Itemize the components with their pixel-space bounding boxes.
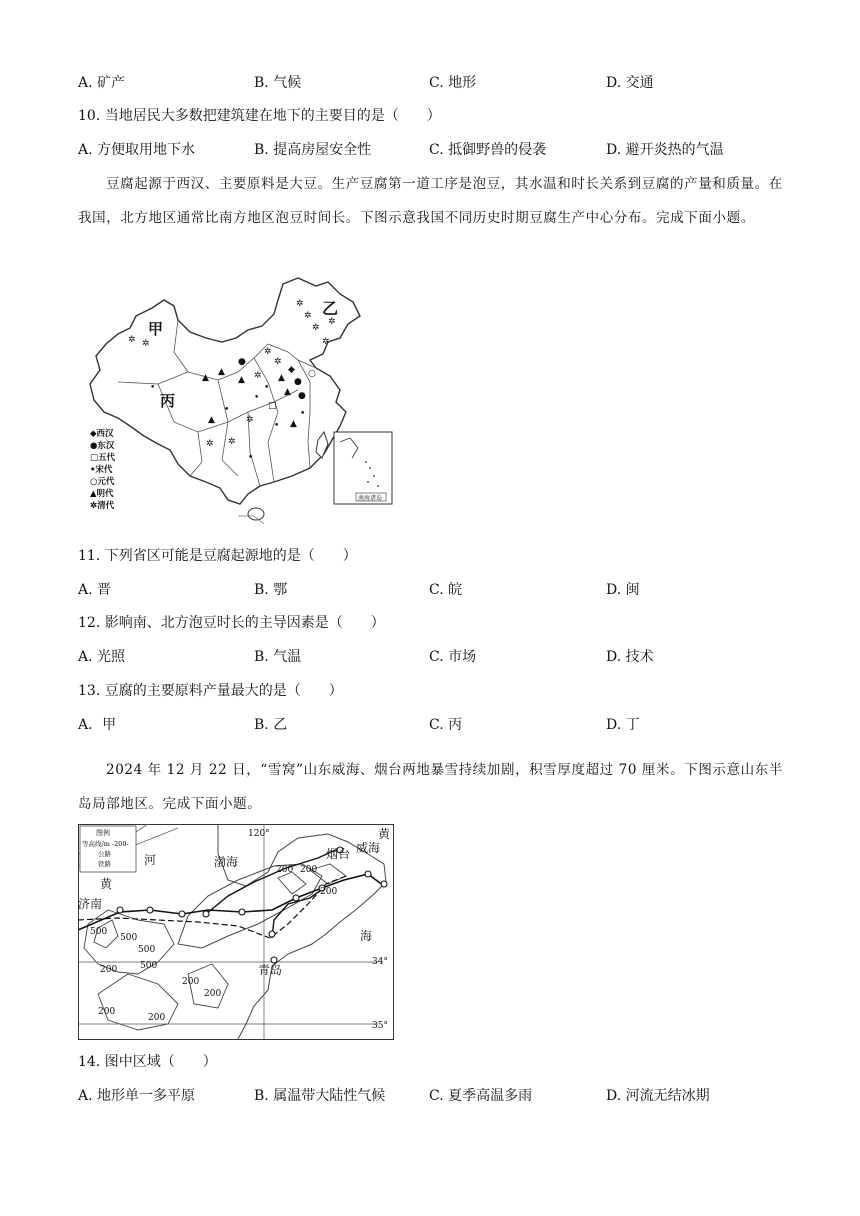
q12-option-a: A. 光照 — [78, 649, 126, 665]
contour-label: 200 — [100, 965, 118, 975]
legend-xihan: ◆西汉 — [90, 429, 114, 439]
q10-option-b: B. 提高房屋安全性 — [254, 142, 372, 158]
svg-text:•: • — [224, 405, 230, 415]
svg-text:✲: ✲ — [328, 317, 336, 327]
legend-songdai: •宋代 — [90, 465, 113, 475]
q10-option-c: C. 抵御野兽的侵袭 — [429, 142, 547, 158]
svg-text:✲: ✲ — [254, 371, 262, 381]
map2-legend-contour: 等高线/m -200- — [82, 840, 129, 848]
svg-text:▲: ▲ — [284, 387, 291, 397]
contour-label: 200 — [98, 1007, 116, 1017]
svg-text:●: ● — [298, 391, 306, 401]
passage-tofu: 豆腐起源于西汉、主要原料是大豆。生产豆腐第一道工序是泡豆，其水温和时长关系到豆腐的产量和质量。在我国，北方地区通常比南方地区泡豆时间长。下图示意我国不同历史时期豆腐生产中心分布。完成下面小题。 — [78, 176, 783, 226]
q12-stem: 12. 影响南、北方泡豆时长的主导因素是（ ） — [78, 615, 385, 631]
map2-legend-rail: 铁路 — [98, 860, 111, 868]
label-120: 120° — [248, 829, 270, 839]
contour-label: 200 — [300, 865, 318, 875]
svg-text:✲: ✲ — [274, 357, 282, 367]
svg-text:✲: ✲ — [322, 337, 330, 347]
q9-option-b: B. 气候 — [254, 75, 302, 91]
label-river: 河 — [144, 853, 157, 867]
svg-text:•: • — [264, 383, 270, 393]
q14-option-a: A. 地形单一多平原 — [78, 1088, 196, 1104]
svg-text:•: • — [274, 421, 280, 431]
svg-text:•: • — [150, 383, 156, 393]
contour-label: 200 — [320, 887, 338, 897]
legend-qingdai: ✲清代 — [90, 501, 115, 511]
q11-stem: 11. 下列省区可能是豆腐起源地的是（ ） — [78, 548, 357, 564]
legend-mingdai: ▲明代 — [90, 489, 114, 499]
q12-option-c: C. 市场 — [429, 649, 477, 665]
label-sea: 海 — [360, 929, 373, 943]
legend-donghan: ●东汉 — [90, 441, 115, 451]
svg-text:▲: ▲ — [202, 373, 209, 383]
svg-text:✲: ✲ — [142, 339, 150, 349]
contour-label: 500 — [138, 945, 156, 955]
map2-legend-road: 公路 — [98, 850, 111, 858]
svg-text:✲: ✲ — [312, 323, 320, 333]
q10-option-d: D. 避开炎热的气温 — [606, 142, 724, 158]
q11-option-a: A. 晋 — [78, 582, 112, 598]
svg-text:□: □ — [268, 401, 277, 411]
label-yantai: 烟台 — [326, 847, 351, 861]
contour-label: 200 — [148, 1013, 166, 1023]
contour-label: 200 — [182, 977, 200, 987]
q11-option-d: D. 闽 — [606, 582, 640, 598]
q13-option-b: B. 乙 — [254, 717, 288, 733]
label-35: 35° — [372, 1021, 388, 1031]
q12-option-d: D. 技术 — [606, 649, 654, 665]
q9-option-a: A. 矿产 — [78, 75, 126, 91]
svg-text:✲: ✲ — [264, 347, 272, 357]
q13-option-c: C. 丙 — [429, 717, 463, 733]
label-bohai: 渤海 — [214, 855, 239, 869]
svg-text:●: ● — [238, 357, 246, 367]
svg-text:◆: ◆ — [288, 365, 295, 375]
svg-text:•: • — [254, 393, 260, 403]
map2-legend-title: 图例 — [96, 829, 110, 837]
svg-text:✲: ✲ — [304, 311, 312, 321]
label-jinan: 济南 — [78, 897, 103, 911]
q12-option-b: B. 气温 — [254, 649, 302, 665]
svg-text:✲: ✲ — [296, 299, 304, 309]
svg-text:▲: ▲ — [208, 415, 215, 425]
q11-option-b: B. 鄂 — [254, 582, 288, 598]
contour-label: 500 — [90, 927, 108, 937]
svg-text:○: ○ — [308, 369, 316, 379]
q13-option-d: D. 丁 — [606, 717, 640, 733]
svg-text:✲: ✲ — [246, 415, 254, 425]
china-tofu-map — [78, 272, 408, 534]
svg-text:▲: ▲ — [278, 373, 285, 383]
map1-label-jia: 甲 — [148, 320, 164, 338]
map1-label-yi: 乙 — [322, 299, 339, 318]
legend-wudai: □五代 — [90, 453, 116, 463]
passage-snow: 2024 年 12 月 22 日，“雪窝”山东威海、烟台两地暴雪持续加剧，积雪厚度超过 70 厘米。下图示意山东半岛局部地区。完成下面小题。 — [78, 762, 783, 812]
q10-stem: 10. 当地居民大多数把建筑建在地下的主要目的是（ ） — [78, 108, 441, 124]
inset-label: 南海诸岛 — [358, 495, 383, 502]
svg-text:•: • — [300, 409, 306, 419]
q13-option-a: A．甲 — [78, 717, 117, 733]
q9-option-d: D. 交通 — [606, 75, 654, 91]
shandong-map — [78, 824, 394, 1040]
svg-text:✲: ✲ — [228, 437, 236, 447]
q14-option-c: C. 夏季高温多雨 — [429, 1088, 533, 1104]
svg-text:▲: ▲ — [218, 367, 225, 377]
label-huang-w: 黄 — [100, 877, 113, 891]
label-qingdao: 青岛 — [258, 963, 283, 977]
china-outline — [90, 278, 360, 504]
contour-label: 200 — [204, 989, 222, 999]
contour-label: 500 — [140, 961, 158, 971]
q13-stem: 13. 豆腐的主要原料产量最大的是（ ） — [78, 683, 343, 699]
q14-stem: 14. 图中区域（ ） — [78, 1054, 217, 1070]
svg-text:•: • — [248, 453, 254, 463]
svg-text:▲: ▲ — [290, 419, 297, 429]
q9-option-c: C. 地形 — [429, 75, 477, 91]
legend-yuandai: ○元代 — [90, 477, 115, 487]
label-weihai: 威海 — [356, 841, 381, 855]
map1-legend — [90, 428, 116, 511]
map1-label-bing: 丙 — [160, 392, 176, 410]
contour-label: 200 — [276, 865, 294, 875]
q10-option-a: A. 方便取用地下水 — [78, 142, 196, 158]
label-huang-ne: 黄 — [378, 827, 391, 841]
q14-option-b: B. 属温带大陆性气候 — [254, 1088, 386, 1104]
q11-option-c: C. 皖 — [429, 582, 463, 598]
svg-text:✲: ✲ — [128, 335, 136, 345]
svg-text:●: ● — [294, 377, 302, 387]
label-34: 34° — [372, 957, 388, 967]
svg-text:✲: ✲ — [206, 439, 214, 449]
contour-label: 500 — [120, 933, 138, 943]
svg-text:▲: ▲ — [238, 375, 245, 385]
q14-option-d: D. 河流无结冰期 — [606, 1088, 710, 1104]
